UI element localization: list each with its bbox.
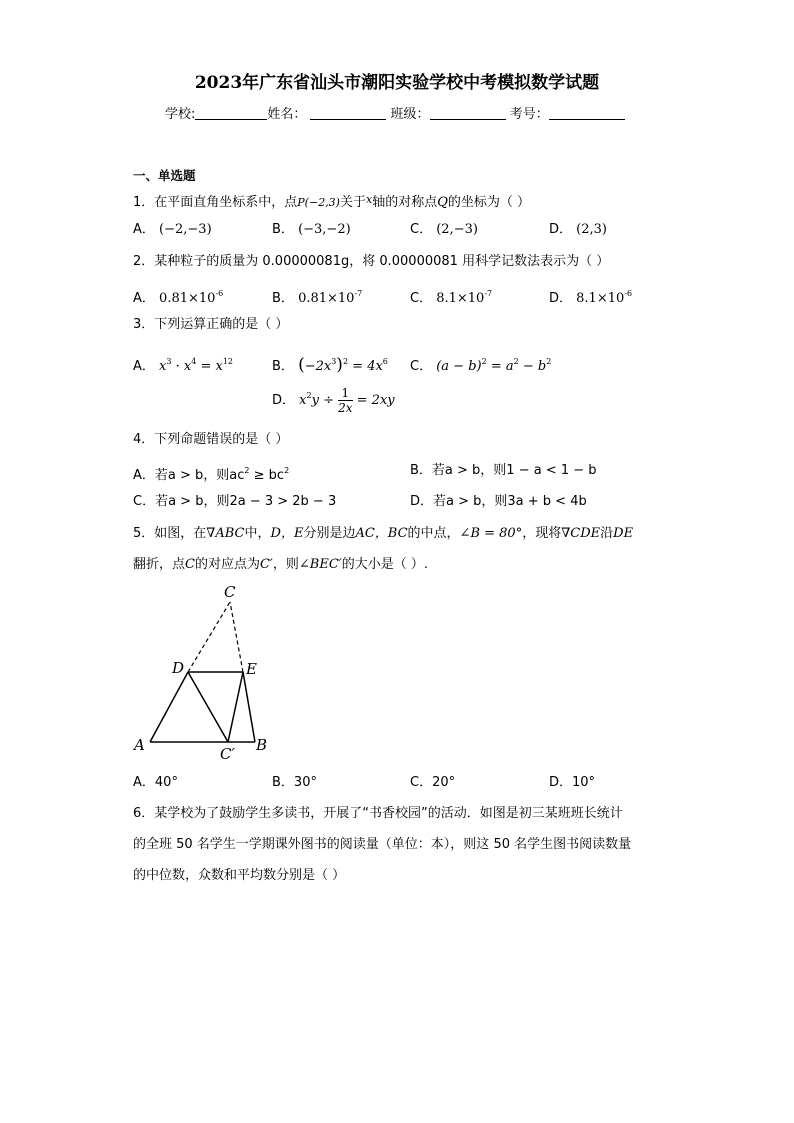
name-label: 姓名： <box>267 107 307 122</box>
label-E: E <box>246 660 257 678</box>
label-C: C <box>224 583 236 601</box>
question-4-option-a: A．若a > b，则$ac^2 \ge bc^2$ <box>133 466 290 483</box>
dashed-segment-DC <box>188 602 230 672</box>
question-4-option-c: C．若a > b，则2a − 3 > 2b − 3 <box>133 494 337 509</box>
question-1-stem: 1．在平面直角坐标系中，点P(−2,3)关于$^x$轴的对称点Q的坐标为（ ） <box>133 193 531 210</box>
class-label: 班级： <box>390 107 430 122</box>
question-5-option-d: D．10° <box>549 775 596 790</box>
label-A: A <box>134 736 145 754</box>
school-label: 学校: <box>165 107 196 122</box>
question-2-option-c: C． $8.1\times 10^{-7}$ <box>410 289 493 306</box>
question-6-stem-line-2: 的全班 50 名学生一学期课外图书的阅读量（单位：本），则这 50 名学生图书阅读数量 <box>133 837 632 852</box>
question-4-stem: 4．下列命题错误的是（ ） <box>133 432 289 447</box>
question-5-option-c: C．20° <box>410 775 456 790</box>
question-4-option-d: D．若a > b，则3a + b < 4b <box>410 494 587 509</box>
label-C-prime: C′ <box>220 745 235 763</box>
question-2-stem: 2．某种粒子的质量为 0.00000081g，将 0.00000081 用科学记数法表示为（ ） <box>133 254 610 269</box>
question-1-option-b: B． (−3,−2) <box>272 222 351 237</box>
question-1-option-c: C． (2,−3) <box>410 222 478 237</box>
question-3-option-a: A． $x^3 \cdot x^4 = x^{12}$ <box>133 357 233 374</box>
label-B: B <box>256 736 268 754</box>
question-1-option-d: D． (2,3) <box>549 222 607 237</box>
question-6-stem-line-3: 的中位数，众数和平均数分别是（ ） <box>133 868 346 883</box>
segment-EC-prime <box>228 672 243 742</box>
question-6-stem-line-1: 6．某学校为了鼓励学生多读书，开展了“书香校园”的活动．如图是初三某班班长统计 <box>133 806 623 821</box>
question-5-stem-line-2: 翻折，点C的对应点为C′，则∠BEC′的大小是（ ）. <box>133 557 429 572</box>
question-2-option-a: A． $0.81\times 10^{-6}$ <box>133 289 224 306</box>
fraction-one-over-2x: $\frac{1}{2x}$ <box>338 386 353 415</box>
question-5-option-a: A．40° <box>133 775 178 790</box>
question-3-stem: 3．下列运算正确的是（ ） <box>133 317 289 332</box>
question-5-stem-line-1: 5．如图，在∇ABC中，D，E分别是边AC，BC的中点，∠B = 80°，现将∇CDE沿DE <box>133 526 634 541</box>
question-3-option-b: B． $(-2x^3)^2 = 4x^6$ <box>272 355 388 375</box>
segment-DC-prime <box>188 672 228 742</box>
question-3-option-d: D． $x^2y$ ÷ $\frac{1}{2x}$ = 2xy <box>272 386 395 415</box>
question-1-option-a: A． (−2,−3) <box>133 222 212 237</box>
question-5-option-b: B．30° <box>272 775 317 790</box>
question-2-option-b: B． $0.81\times 10^{-7}$ <box>272 289 363 306</box>
dashed-segment-EC <box>230 602 243 672</box>
segment-EB <box>243 672 255 742</box>
label-D: D <box>172 659 185 677</box>
segment-AD <box>150 672 188 742</box>
exam-no-label: 考号： <box>509 107 549 122</box>
page-title: 2023年广东省汕头市潮阳实验学校中考模拟数学试题 <box>194 73 600 93</box>
section-heading: 一、单选题 <box>133 168 196 183</box>
question-4-option-b: B．若a > b，则1 − a < 1 − b <box>410 463 597 478</box>
question-2-option-d: D． $8.1\times 10^{-6}$ <box>549 289 633 306</box>
question-3-option-c: C． $(a - b)^2 = a^2 - b^2$ <box>410 357 552 374</box>
